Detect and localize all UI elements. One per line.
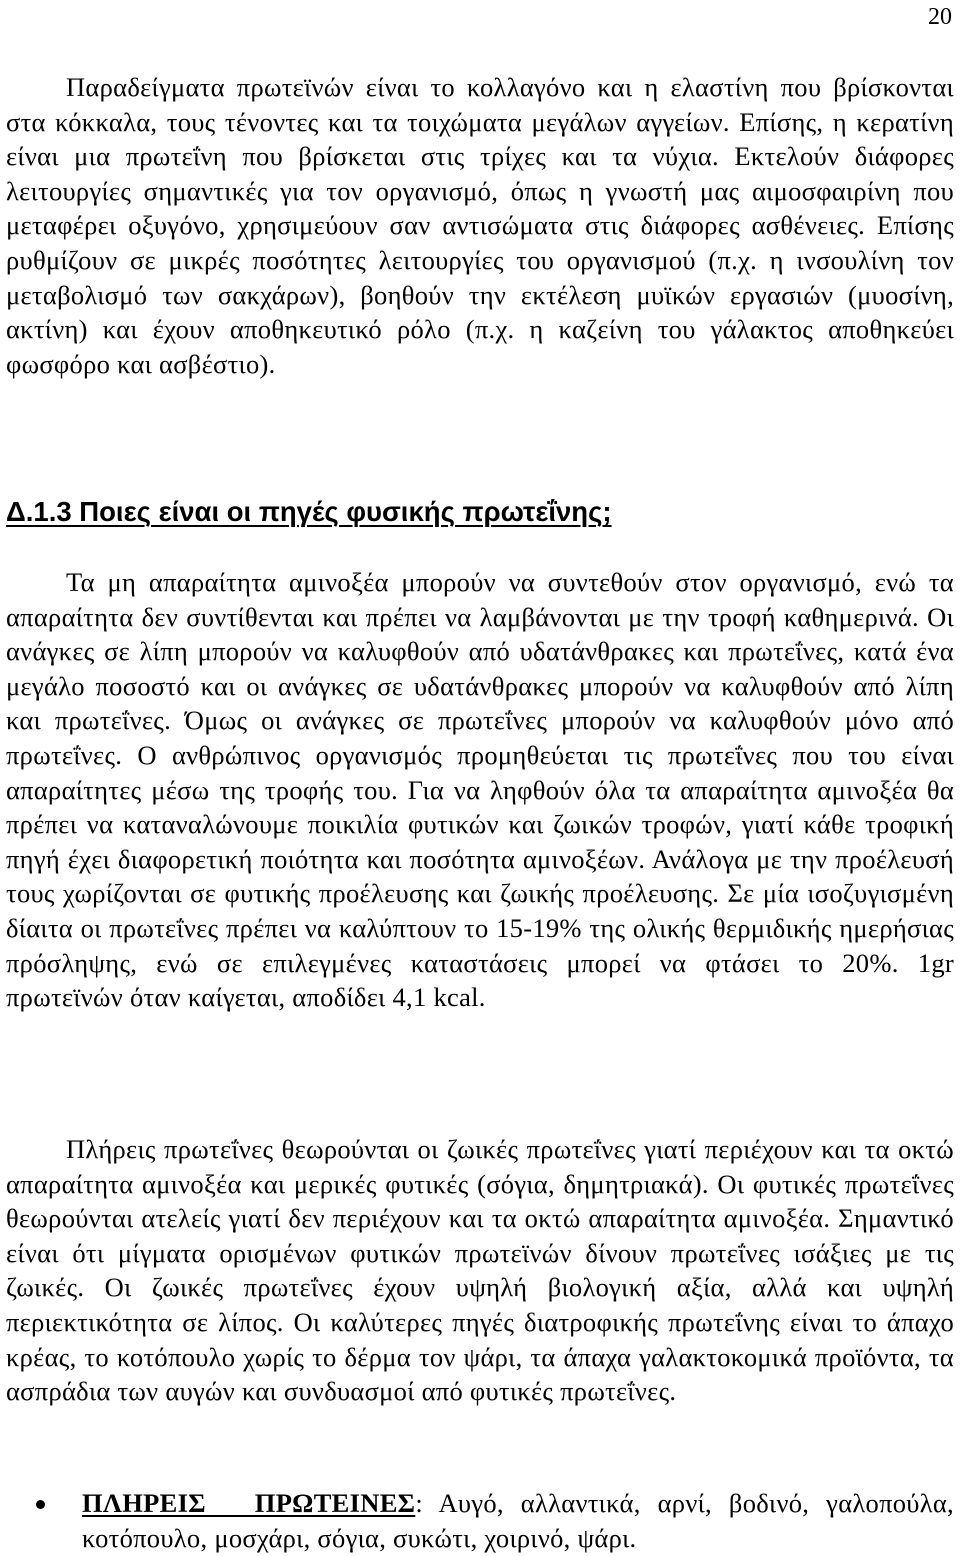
bullet-colon: : [415,1488,423,1518]
bullet-text: Αυγό, αλλαντικά, αρνί, βοδινό, γαλοπούλα, κοτόπουλο, μοσχάρι, σόγια, συκώτι, χοιρινό, ψάρι. [82,1488,954,1553]
paragraph-protein-sources: Τα μη απαραίτητα αμινοξέα μπορούν να συντεθούν στον οργανισμό, ενώ τα απαραίτητα δεν συντίθενται και πρέπει να λαμβάνονται με την τροφή καθημερινά. Οι ανάγκες σε λίπη μπορούν να καλυφθούν από υδατάνθρακες και πρωτεΐνες, κατά ένα μεγάλο ποσοστό και οι ανάγκες σε υδατάνθρακες μπορούν να καλυφθούν από λίπη και πρωτεΐνες. Όμως οι ανάγκες σε πρωτεΐνες μπορούν να καλυφθούν μόνο από πρωτεΐνες. Ο ανθρώπινος οργανισμός προμηθεύεται τις πρωτεΐνες που του είναι απαραίτητες μέσω της τροφής του. Για να ληφθούν όλα τα απαραίτητα αμινοξέα θα πρέπει να καταναλώνουμε ποικιλία φυτικών και ζωικών τροφών, γιατί κάθε τροφική πηγή έχει διαφορετική ποιότητα και ποσότητα αμινοξέων. Ανάλογα με την προέλευσή τους χωρίζονται σε φυτικής προέλευσης και ζωικής προέλευσης. Σε μία ισοζυγισμένη δίαιτα οι πρωτεΐνες πρέπει να καλύπτουν το 15-19% της ολικής θερμιδικής ημερήσιας πρόσληψης, ενώ σε επιλεγμένες καταστάσεις μπορεί να φτάσει το 20%. 1gr πρωτεϊνών όταν καίγεται, αποδίδει 4,1 kcal. [6,567,954,1013]
bullet-dot-icon [36,1500,45,1509]
list-item [0,1486,960,1556]
bullet-term: ΠΛΗΡΕΙΣ ΠΡΩΤΕΙΝΕΣ [82,1488,416,1518]
section-heading: Δ.1.3 Ποιες είναι οι πηγές φυσικής πρωτεΐνης; [6,496,612,527]
paragraph-protein-examples: Παραδείγματα πρωτεϊνών είναι το κολλαγόνο και η ελαστίνη που βρίσκονται στα κόκκαλα, τους τένοντες και τα τοιχώματα μεγάλων αγγείων. Επίσης, η κερατίνη είναι μια πρωτεΐνη που βρίσκεται στις τρίχες και τα νύχια. Εκτελούν διάφορες λειτουργίες σημαντικές για τον οργανισμό, όπως η γνωστή μας αιμοσφαιρίνη που μεταφέρει οξυγόνο, χρησιμεύουν σαν αντισώματα στις διάφορες ασθένειες. Επίσης ρυθμίζουν σε μικρές ποσότητες λειτουργίες του οργανισμού (π.χ. η ινσουλίνη τον μεταβολισμό των σακχάρων), βοηθούν την εκτέλεση μυϊκών εργασιών (μυοσίνη, ακτίνη) και έχουν αποθηκευτικό ρόλο (π.χ. η καζείνη του γάλακτος αποθηκεύει φωσφόρο και ασβέστιο). [6,72,954,379]
bullet-list [0,1486,960,1556]
paragraph-complete-proteins: Πλήρεις πρωτεΐνες θεωρούνται οι ζωικές πρωτεΐνες γιατί περιέχουν και τα οκτώ απαραίτητα αμινοξέα και μερικές φυτικές (σόγια, δημητριακά). Οι φυτικές πρωτεΐνες θεωρούνται ατελείς γιατί δεν περιέχουν και τα οκτώ απαραίτητα αμινοξέα. Σημαντικό είναι ότι μίγματα ορισμένων φυτικών πρωτεϊνών δίνουν πρωτεΐνες ισάξιες με τις ζωικές. Οι ζωικές πρωτεΐνες έχουν υψηλή βιολογική αξία, αλλά και υψηλή περιεκτικότητα σε λίπος. Οι καλύτερες πηγές διατροφικής πρωτεΐνης είναι το άπαχο κρέας, το κοτόπουλο χωρίς το δέρμα τον ψάρι, τα άπαχα γαλακτοκομικά προϊόντα, τα ασπράδια των αυγών και συνδυασμοί από φυτικές πρωτεΐνες. [6,1134,954,1407]
page-number: 20 [928,4,952,30]
